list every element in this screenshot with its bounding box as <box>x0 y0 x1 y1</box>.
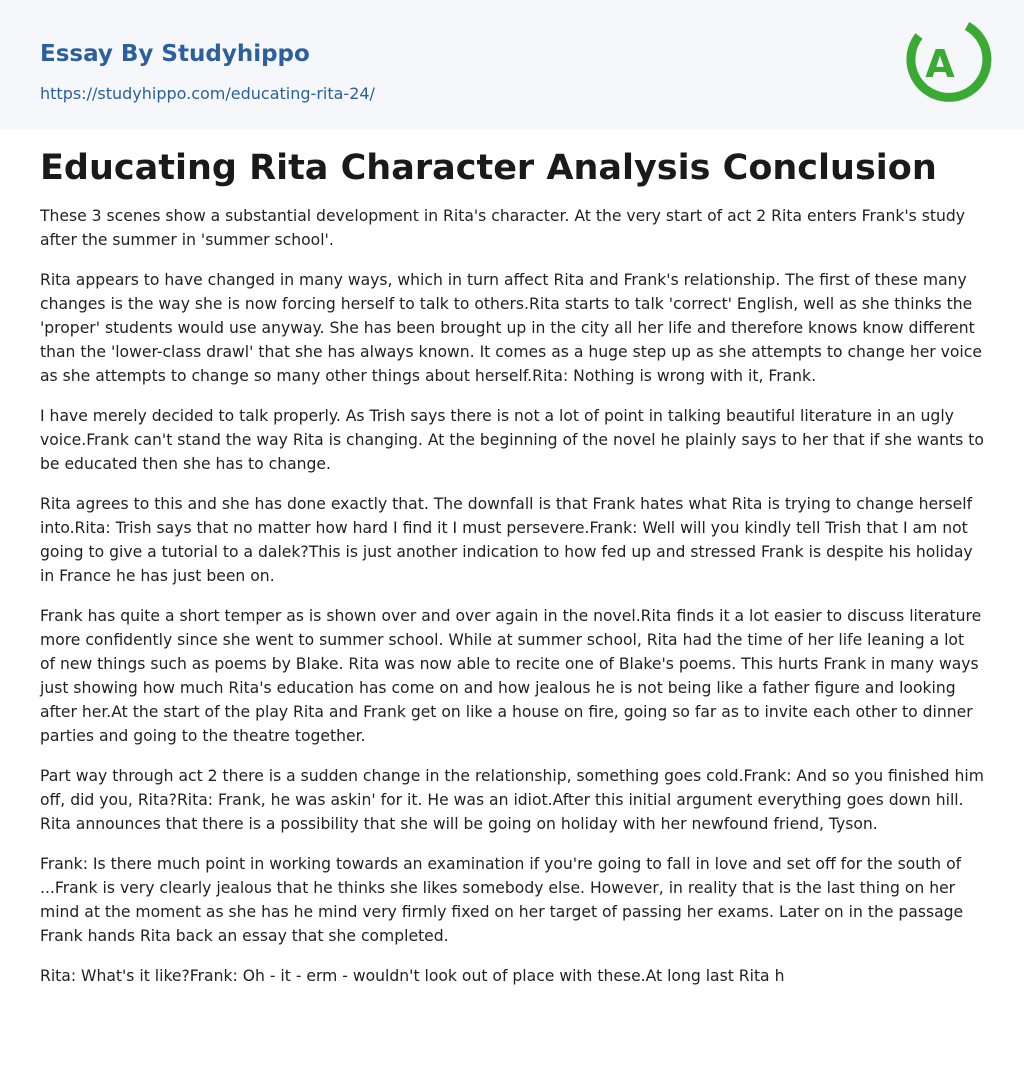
essay-paragraph: Part way through act 2 there is a sudden change in the relationship, something goes cold.Frank: And so you finished him off, did you, Rita?Rita: Frank, he was askin' for it. He was an idiot.After this initial argument everything goes down hill. Rita announces that there is a possibility that she will be going on holiday with her newfound friend, Tyson. <box>40 767 984 833</box>
brand-title: Essay By Studyhippo <box>40 41 310 67</box>
essay-paragraph: Frank: Is there much point in working towards an examination if you're going to fall in love and set off for the south of ...Frank is very clearly jealous that he thinks she likes somebody else. However, in reality that is the last thing on her mind at the moment as she has he mind very firmly fixed on her target of passing her exams. Later on in the passage Frank hands Rita back an essay that she completed. <box>40 855 964 945</box>
source-url-link[interactable]: https://studyhippo.com/educating-rita-24/ <box>40 84 375 103</box>
essay-paragraph: Rita: What's it like?Frank: Oh - it - erm - wouldn't look out of place with these.At long last Rita h <box>40 967 785 985</box>
essay-paragraph: Rita appears to have changed in many ways, which in turn affect Rita and Frank's relationship. The first of these many changes is the way she is now forcing herself to talk to others.Rita starts to talk 'correct' English, well as she thinks the 'proper' students would use anyway. She has been brought up in the city all her life and therefore knows know different than the 'lower-class drawl' that she has always known. It comes as a huge step up as she attempts to change her voice as she attempts to change so many other things about herself.Rita: Nothing is wrong with it, Frank. <box>40 271 982 385</box>
essay-content <box>0 129 1024 988</box>
essay-paragraph: Rita agrees to this and she has done exactly that. The downfall is that Frank hates what Rita is trying to change herself into.Rita: Trish says that no matter how hard I find it I must persevere.Frank: Well will you kindly tell Trish that I am not going to give a tutorial to a dalek?This is just another indication to how fed up and stressed Frank is despite his holiday in France he has just been on. <box>40 495 973 585</box>
site-header <box>0 0 1024 129</box>
essay-paragraph: These 3 scenes show a substantial development in Rita's character. At the very start of act 2 Rita enters Frank's study after the summer in 'summer school'. <box>40 207 965 249</box>
essay-paragraph: I have merely decided to talk properly. As Trish says there is not a lot of point in talking beautiful literature in an ugly voice.Frank can't stand the way Rita is changing. At the beginning of the novel he plainly says to her that if she wants to be educated then she has to change. <box>40 407 984 473</box>
essay-title: Educating Rita Character Analysis Conclusion <box>40 148 937 188</box>
essay-paragraph: Frank has quite a short temper as is shown over and over again in the novel.Rita finds it a lot easier to discuss literature more confidently since she went to summer school. While at summer school, Rita had the time of her life leaning a lot of new things such as poems by Blake. Rita was now able to recite one of Blake's poems. This hurts Frank in many ways just showing how much Rita's education has come on and how jealous he is not being like a father figure and looking after her.At the start of the play Rita and Frank get on like a house on fire, going so far as to invite each other to dinner parties and going to the theatre together. <box>40 607 982 745</box>
logo-letter: A <box>925 42 955 86</box>
studyhippo-logo-icon[interactable] <box>905 18 993 106</box>
